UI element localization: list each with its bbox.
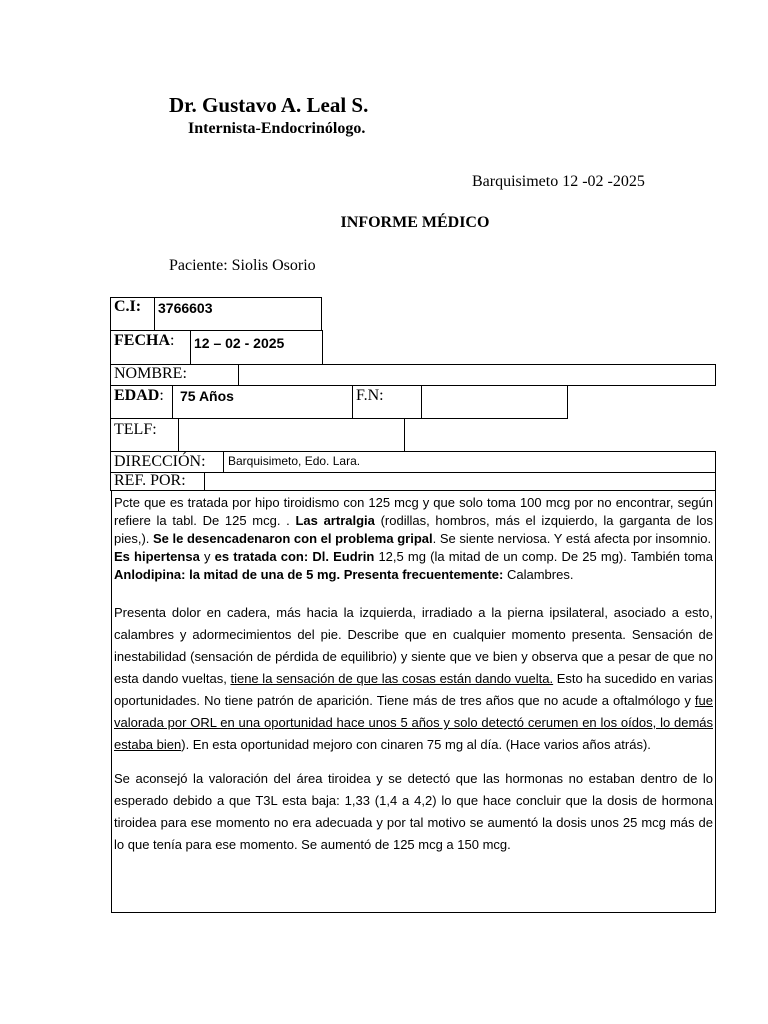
notes-p1-artralgia: Las artralgia	[295, 513, 375, 528]
notes-p2-anlodipina: Anlodipina: la mitad de una de 5 mg. Presenta frecuentemente:	[114, 567, 504, 582]
nombre-row	[110, 364, 716, 386]
telf-value-cell	[178, 418, 405, 452]
fecha-label-colon: :	[170, 332, 175, 349]
edad-label-colon: :	[159, 387, 164, 404]
edad-label-text: EDAD	[114, 387, 160, 404]
notes-p1-gripal: Se le desencadenaron con el problema gripal	[153, 531, 433, 546]
notes-p1-text-c: (rodillas, hombros, más el izquierdo, la garganta de los pies,).	[114, 513, 713, 546]
report-title: INFORME MÉDICO	[340, 214, 490, 231]
notes-p2-hipertensa: Es hipertensa	[114, 549, 200, 564]
notes-paragraph-1	[114, 494, 713, 548]
clinical-notes	[114, 494, 713, 856]
notes-p3-underlined-1: tiene la sensación de que las cosas están dando vuelta.	[230, 671, 554, 686]
doctor-name: Dr. Gustavo A. Leal S.	[169, 93, 369, 117]
notes-p2-text-b: y	[199, 549, 215, 564]
notes-p3-text-c: Esto ha sucedido en varias oportunidades. No tiene patrón de aparición. Tiene más de tres años que no acude a oftalmólogo y	[114, 671, 713, 708]
patient-name: Siolis Osorio	[231, 257, 316, 274]
place-date: Barquisimeto 12 -02 -2025	[472, 173, 645, 190]
notes-paragraph-4: Se aconsejó la valoración del área tiroidea y se detectó que las hormonas no estaban dentro de lo esperado debido a que T3L esta baja: 1,33 (1,4 a 4,2) lo que hace concluir que la dosis de hormona tiroidea para ese momento no era adecuada y por tal motivo se aumentó la dosis unos 25 mcg más de lo que tenía para ese momento. Se aumentó de 125 mcg a 150 mcg.	[114, 771, 713, 852]
ref-row	[110, 472, 716, 491]
fecha-label-text: FECHA	[114, 332, 170, 349]
notes-p3-text-e: ). En esta oportunidad mejoro con cinaren 75 mg al día. (Hace varios años atrás).	[181, 737, 651, 752]
direccion-label: DIRECCIÓN:	[114, 453, 206, 470]
doctor-specialty: Internista-Endocrinólogo.	[188, 120, 366, 137]
fn-label: F.N:	[356, 387, 384, 404]
ref-label: REF. POR:	[114, 472, 186, 489]
direccion-divider	[223, 451, 224, 473]
notes-p2-tratada: es tratada con: Dl. Eudrin	[214, 549, 375, 564]
nombre-divider	[238, 364, 239, 386]
notes-paragraph-3	[114, 602, 713, 756]
ci-value: 3766603	[158, 300, 213, 316]
notes-p3-underlined-2: fue valorada por ORL en una oportunidad hace unos 5 años y solo detectó cerumen en los oídos, lo demás estaba bien	[114, 693, 713, 752]
telf-label: TELF:	[114, 421, 157, 438]
notes-p1-text-a: Pcte que es tratada por hipo tiroidismo con 125 mcg y que solo toma 100 mcg por no encontrar, según refiere la tabl. De 125 mcg. .	[114, 495, 713, 528]
patient-line	[169, 257, 316, 275]
patient-label: Paciente:	[169, 257, 228, 274]
notes-p2-text-f: Calambres.	[503, 567, 574, 582]
nombre-label: NOMBRE:	[114, 365, 187, 382]
direccion-value: Barquisimeto, Edo. Lara.	[228, 454, 361, 468]
edad-label	[114, 387, 164, 405]
ref-divider	[204, 472, 205, 491]
fn-value-cell	[421, 385, 568, 419]
notes-paragraph-2	[114, 548, 713, 584]
notes-p3-text-a: Presenta dolor en cadera, más hacia la izquierda, irradiado a la pierna ipsilateral, asociado a esto, calambres y adormecimientos del pie. Describe que en cualquier momento presenta. Sensación de inestabilidad (sensación de pérdida de equilibrio) y siente que ve bien y observa que a pesar de que no esta dando vueltas,	[114, 605, 713, 686]
notes-p1-text-e: . Se siente nerviosa. Y está afecta por insomnio.	[432, 531, 712, 546]
edad-value: 75 Años	[180, 388, 234, 404]
ci-label: C.I:	[114, 298, 142, 315]
fecha-value: 12 – 02 - 2025	[194, 335, 285, 351]
fecha-label	[114, 332, 174, 350]
notes-p2-text-d: 12,5 mg (la mitad de un comp. De 25 mg). También toma	[374, 549, 713, 564]
